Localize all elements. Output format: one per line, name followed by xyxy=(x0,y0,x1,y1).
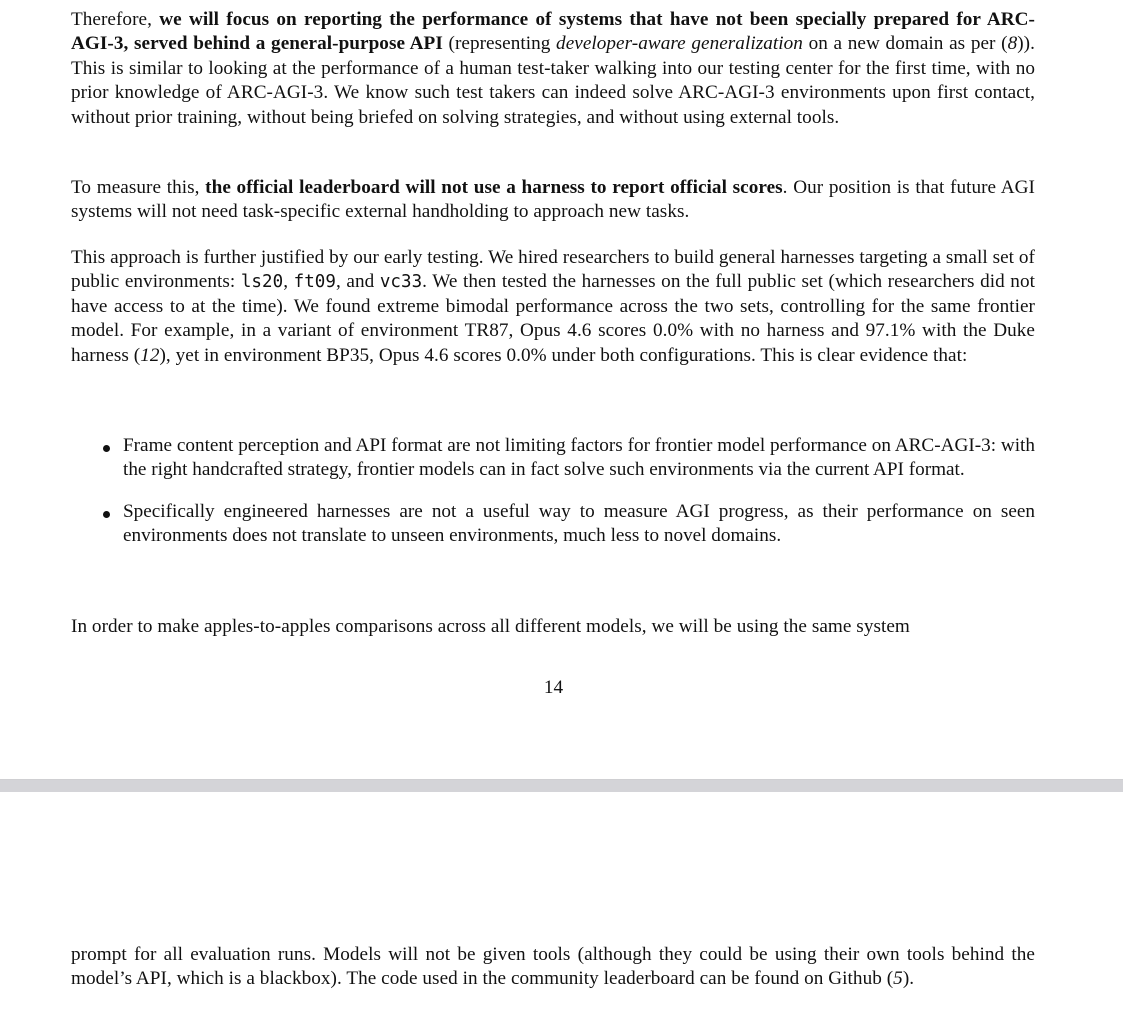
bold-emphasis: the official leaderboard will not use a harness to report official scores xyxy=(205,177,783,198)
bullet-icon xyxy=(103,445,110,452)
paragraph-focus-reporting xyxy=(71,8,1035,130)
paragraph-text: . Our position is that future AGI systems will not need task-specific external handholding to approach new tasks. xyxy=(71,177,1035,223)
citation-link[interactable]: 5 xyxy=(893,968,903,990)
separator: , and xyxy=(335,271,380,293)
paragraph-text: This approach is further justified by our early testing. We hired researchers to build general harnesses targeting a small set of public environments: xyxy=(71,247,1035,293)
bullet-item-harnesses xyxy=(71,500,1035,549)
italic-term: developer-aware generalization xyxy=(556,33,803,55)
page-number: 14 xyxy=(543,677,564,698)
paragraph-leaderboard-no-harness xyxy=(71,176,1035,225)
citation-link[interactable]: 12 xyxy=(140,344,160,366)
env-code-ft09: ft09 xyxy=(293,272,336,293)
paragraph-text: prompt for all evaluation runs. Models will not be given tools (although they could be using their own tools behind the model’s API, which is a blackbox). The code used in the community leaderboard can be found on Github ( xyxy=(71,944,1035,990)
paragraph-lead: To measure this, xyxy=(71,177,206,198)
bullet-text: Specifically engineered harnesses are not a useful way to measure AGI progress, as their performance on seen environments does not translate to unseen environments, much less to novel domains. xyxy=(123,500,1035,547)
paragraph-text: In order to make apples-to-apples comparisons across all different models, we will be using the same system xyxy=(71,616,910,637)
paragraph-text: . We then tested the harnesses on the full public set (which researchers did not have access to at the time). We found extreme bimodal performance across the two sets, controlling for the same frontier model. For example, in a variant of environment TR87, Opus 4.6 scores 0.0% with no harness and 97.1% with the Duke harness ( xyxy=(71,271,1035,366)
paragraph-text: )). This is similar to looking at the performance of a human test-taker walking into our testing center for the first time, with no prior knowledge of ARC-AGI-3. We know such test takers can indeed solve ARC-AGI-3 environments upon first contact, without prior training, without being briefed on solving strategies, and without using external tools. xyxy=(71,33,1035,128)
page-separator xyxy=(0,779,1123,793)
evidence-bullet-list xyxy=(71,434,1035,549)
paragraph-text: ). xyxy=(902,968,915,990)
separator: , xyxy=(283,271,294,293)
paragraph-early-testing xyxy=(71,246,1035,368)
bullet-icon xyxy=(103,511,110,518)
bold-emphasis: we will focus on reporting the performance of systems that have not been specially prepared for ARC-AGI-3, served behind a general-purpose API xyxy=(71,9,1035,55)
bullet-text: Frame content perception and API format are not limiting factors for frontier model performance on ARC-AGI-3: with the right handcrafted strategy, frontier models can in fact solve such environments via the current API format. xyxy=(123,435,1035,481)
env-code-vc33: vc33 xyxy=(379,272,423,293)
paragraph-apples-to-apples xyxy=(71,615,1035,639)
paragraph-text: (representing xyxy=(442,33,557,55)
paragraph-lead: Therefore, xyxy=(71,9,160,30)
paragraph-text: on a new domain as per ( xyxy=(802,33,1008,55)
citation-link[interactable]: 8 xyxy=(1007,33,1018,55)
paragraph-system-prompt xyxy=(71,943,1035,992)
document-page-15 xyxy=(0,792,1123,1023)
bullet-item-perception xyxy=(71,434,1035,483)
env-code-ls20: ls20 xyxy=(240,272,284,293)
paragraph-text: ), yet in environment BP35, Opus 4.6 scores 0.0% under both configurations. This is clear evidence that: xyxy=(159,344,968,366)
